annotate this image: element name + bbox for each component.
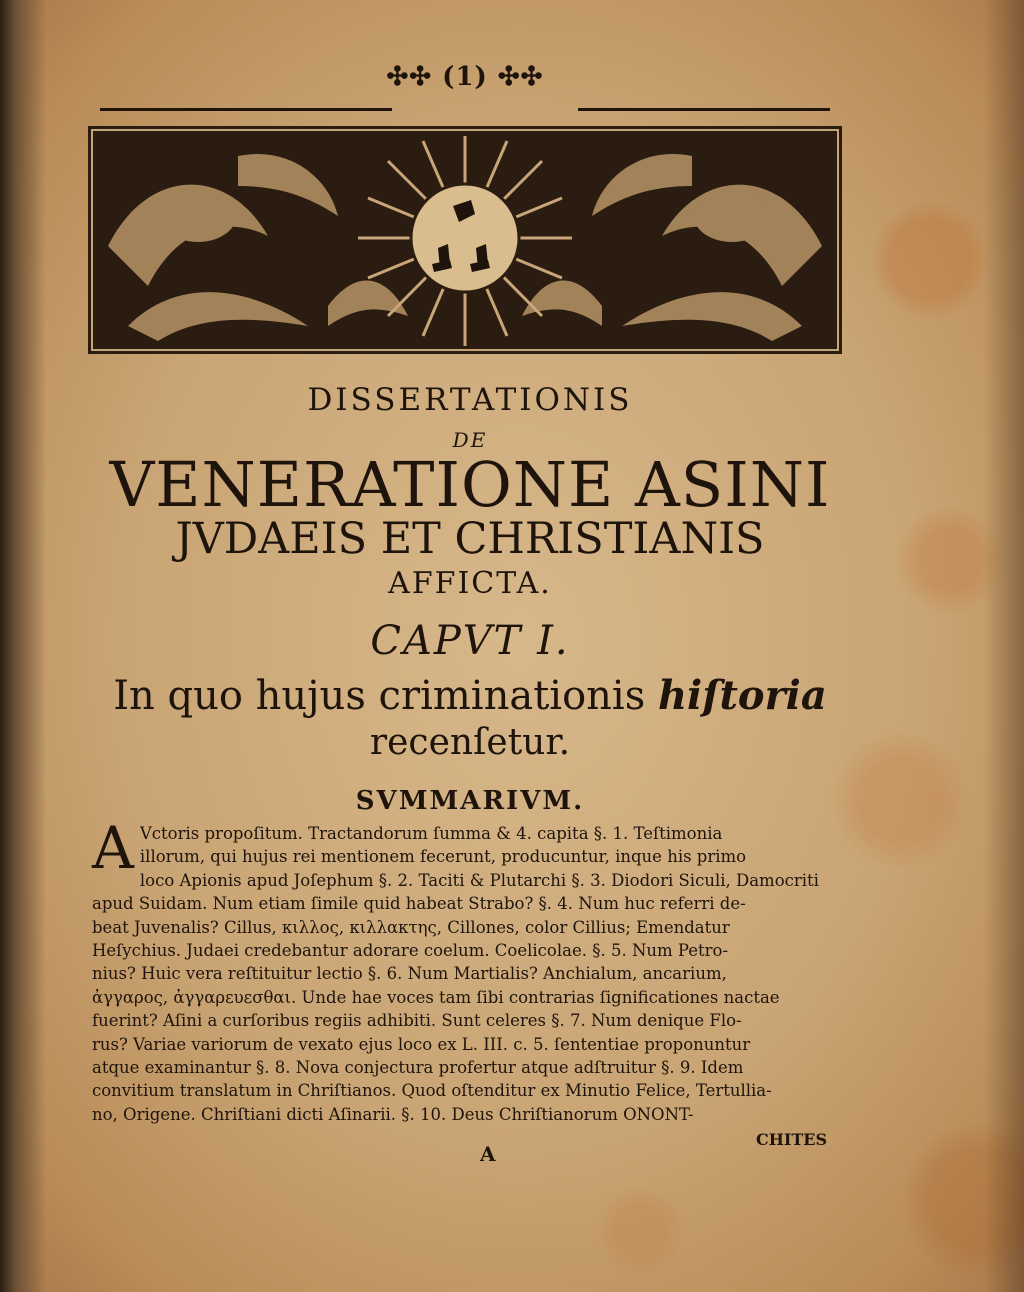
chapter-heading: CAPVT I. (370, 618, 570, 664)
summary-heading: SVMMARIVM. (355, 786, 585, 816)
summary-line: Vctoris propoſitum. Tractandorum ſumma & 4. capita §. 1. Teſtimonia (139, 824, 723, 843)
drop-cap-initial: A (92, 814, 134, 882)
page-number: (1) (442, 62, 488, 92)
summary-line: Heſychius. Judaei credebantur adorare coelum. Coelicolae. §. 5. Num Petro- (92, 941, 729, 961)
chapter-subtitle-continued: recenſetur. (369, 722, 571, 763)
summary-line: apud Suidam. Num etiam ſimile quid habeat Strabo? §. 4. Num huc referri de- (92, 894, 746, 914)
left-ornament-glyph: ✣✣ (386, 62, 443, 92)
title-line-judaeis-et-christianis: JVDAEIS ET CHRISTIANIS (175, 514, 765, 564)
page-edge-shadow (984, 0, 1024, 1292)
running-head (100, 62, 830, 92)
woodcut-headpiece-ornament (88, 126, 842, 354)
summary-line: ἀγγαρος, ἀγγαρευεσθαι. Unde hae voces tam ſibi contrarias ſignificationes nactae (92, 987, 780, 1007)
summary-line: beat Juvenalis? Cillus, κιλλος, κιλλακτης, Cillones, color Cillius; Emendatur (92, 917, 730, 937)
header-rule-left (100, 108, 392, 111)
subtitle-text: In quo hujus criminationis (113, 673, 646, 719)
summary-line: convitium translatum in Chriſtianos. Quod oſtenditur ex Minutio Felice, Tertullia- (92, 1081, 772, 1101)
subtitle-italic-word: hiſtoria (657, 672, 827, 719)
summary-line: loco Apionis apud Joſephum §. 2. Taciti & Plutarchi §. 3. Diodori Siculi, Damocriti (139, 870, 819, 890)
signature-mark: A (480, 1142, 496, 1166)
title-line-dissertationis: DISSERTATIONIS (307, 382, 633, 418)
title-line-afficta: AFFICTA. (388, 566, 552, 601)
right-ornament-glyph: ✣✣ (487, 62, 544, 92)
title-line-de: DE (452, 428, 488, 452)
title-line-veneratione-asini: VENERATIONE ASINI (109, 448, 831, 521)
summary-line: nius? Huic vera reſtituitur lectio §. 6. Num Martialis? Anchialum, ancarium, (92, 964, 727, 984)
summary-line: fuerint? Aſini a curſoribus regiis adhibiti. Sunt celeres §. 7. Num denique Flo- (92, 1011, 742, 1031)
binding-shadow (0, 0, 46, 1292)
summary-paragraph (92, 814, 840, 1126)
summary-line: atque examinantur §. 8. Nova conjectura profertur atque adſtruitur §. 9. Idem (92, 1058, 744, 1078)
summary-line: no, Origene. Chriſtiani dicti Aſinarii. §. 10. Deus Chriſtianorum ONONT- (92, 1104, 694, 1124)
header-rule-right (578, 108, 830, 111)
summary-line: illorum, qui hujus rei mentionem fecerunt, producuntur, inque his primo (139, 847, 747, 867)
summary-line: rus? Variae variorum de vexato ejus loco ex L. III. c. 5. ſententiae proponuntur (92, 1034, 751, 1054)
catchword: CHITES (756, 1130, 827, 1149)
chapter-subtitle (100, 672, 840, 719)
